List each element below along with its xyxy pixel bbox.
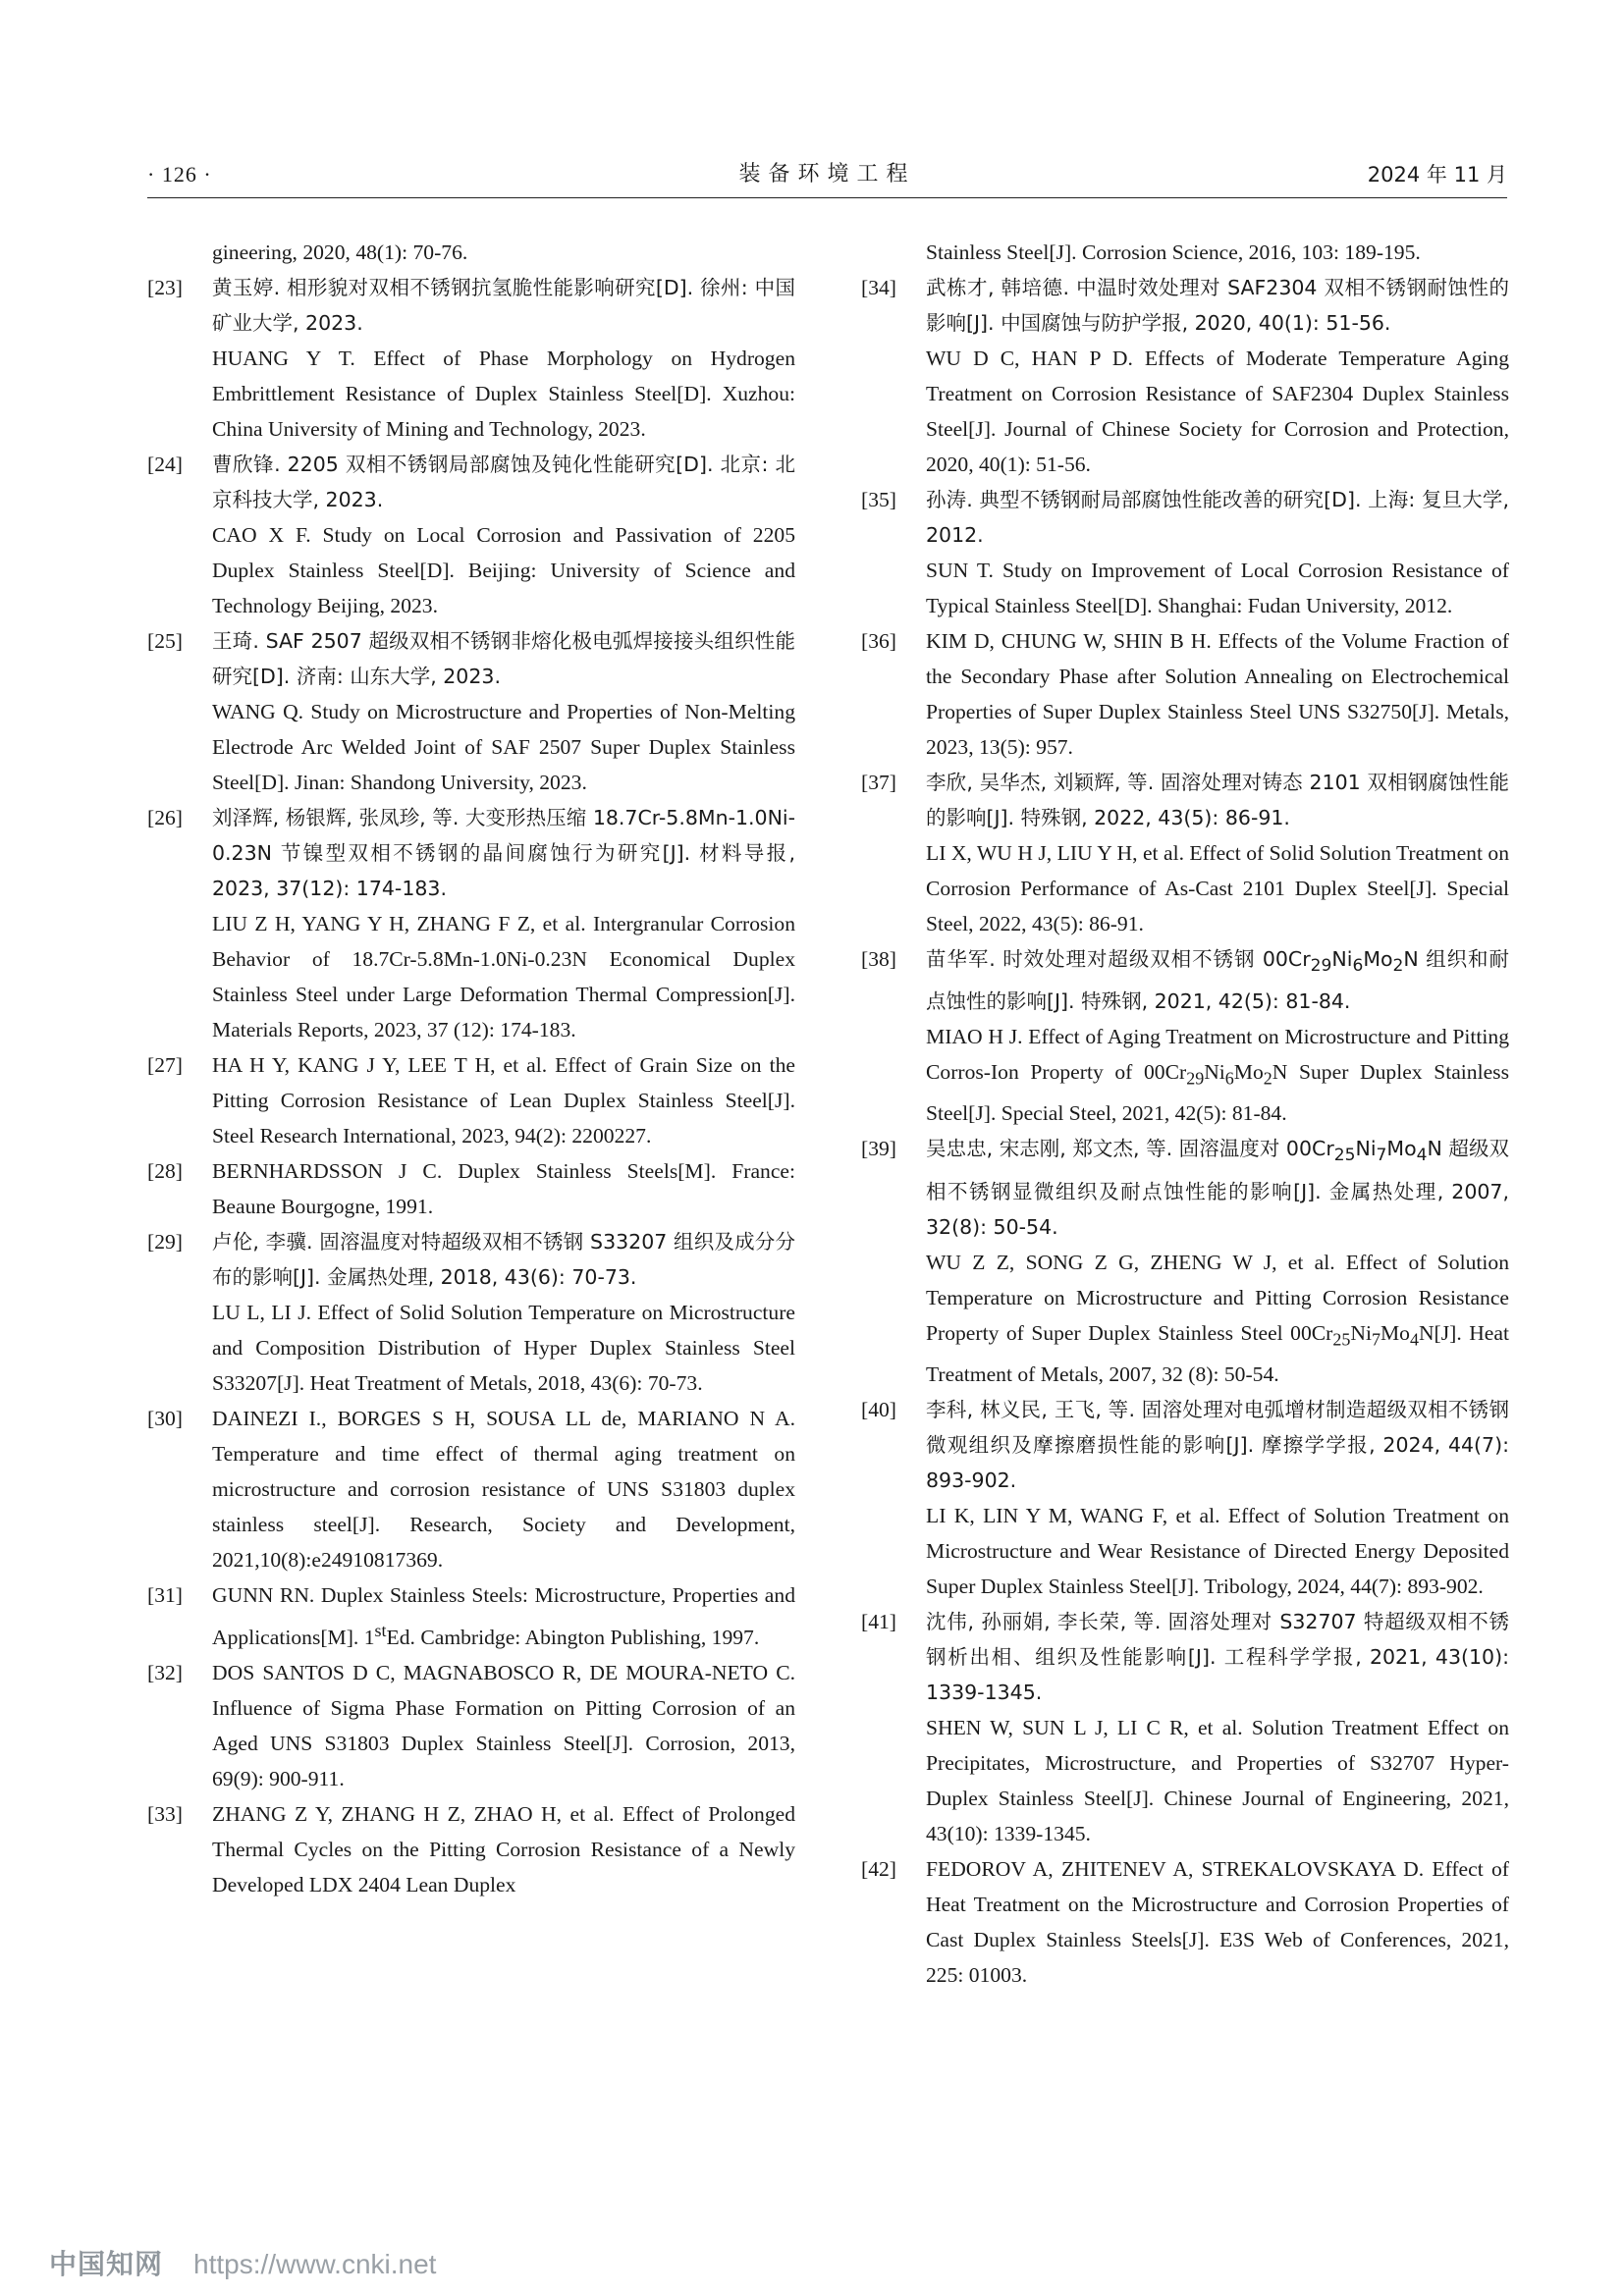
reference-text-en: LIU Z H, YANG Y H, ZHANG F Z, et al. Intergranular Corrosion Behavior of 18.7Cr-5.8Mn-1.0Ni-0.23N Economical Duplex Stainless Steel under Large Deformation Thermal Compression[J]. Materials Reports, 2023, 37 (12): 174-183.	[212, 912, 795, 1041]
reference-37	[861, 765, 1509, 941]
reference-31	[147, 1577, 795, 1655]
reference-text-zh: 苗华军. 时效处理对超级双相不锈钢 $00Cr_{29}Ni_6Mo_2N$ 组织和耐点蚀性的影响[J]. 特殊钢, 2021, 42(5): 81-84.	[926, 947, 1509, 1014]
reference-text-zh: 武栋才, 韩培德. 中温时效处理对 SAF2304 双相不锈钢耐蚀性的影响[J]. 中国腐蚀与防护学报, 2020, 40(1): 51-56.	[926, 276, 1509, 335]
reference-continuation	[147, 235, 795, 270]
reference-text-zh: 孙涛. 典型不锈钢耐局部腐蚀性能改善的研究[D]. 上海: 复旦大学, 2012.	[926, 488, 1509, 547]
reference-34	[861, 270, 1509, 482]
right-column	[861, 235, 1509, 1993]
reference-number: [30]	[147, 1407, 183, 1430]
reference-text-zh: 黄玉婷. 相形貌对双相不锈钢抗氢脆性能影响研究[D]. 徐州: 中国矿业大学, 2023.	[212, 276, 795, 335]
reference-number: [32]	[147, 1661, 183, 1685]
reference-41	[861, 1604, 1509, 1851]
reference-number: [33]	[147, 1802, 183, 1827]
reference-text-en: WANG Q. Study on Microstructure and Properties of Non-Melting Electrode Arc Welded Joint of SAF 2507 Super Duplex Stainless Steel[D]. Jinan: Shandong University, 2023.	[212, 700, 795, 794]
reference-text: Stainless Steel[J]. Corrosion Science, 2016, 103: 189-195.	[926, 240, 1421, 264]
reference-text-en: SHEN W, SUN L J, LI C R, et al. Solution Treatment Effect on Precipitates, Microstructure, and Properties of S32707 Hyper-Duplex Stainless Steel[J]. Chinese Journal of Engineering, 2021, 43(10): 1339-1345.	[926, 1715, 1509, 1845]
reference-text-en: WU Z Z, SONG Z G, ZHENG W J, et al. Effect of Solution Temperature on Microstructure and Pitting Corrosion Resistance Property of Super Duplex Stainless Steel $00Cr_{25}Ni_7Mo_4N[J]$. Heat Treatment of Metals, 2007, 32 (8): 50-54.	[926, 1250, 1509, 1386]
reference-40	[861, 1392, 1509, 1604]
reference-38	[861, 941, 1509, 1131]
reference-29	[147, 1224, 795, 1401]
reference-text-zh: 李欣, 吴华杰, 刘颖辉, 等. 固溶处理对铸态 2101 双相钢腐蚀性能的影响[J]. 特殊钢, 2022, 43(5): 86-91.	[926, 771, 1509, 829]
reference-text-zh: 卢伦, 李骥. 固溶温度对特超级双相不锈钢 S33207 组织及成分分布的影响[J]. 金属热处理, 2018, 43(6): 70-73.	[212, 1230, 795, 1289]
reference-text-zh: 曹欣锋. 2205 双相不锈钢局部腐蚀及钝化性能研究[D]. 北京: 北京科技大学, 2023.	[212, 453, 795, 511]
reference-text-en: ZHANG Z Y, ZHANG H Z, ZHAO H, et al. Effect of Prolonged Thermal Cycles on the Pitting Corrosion Resistance of a Newly Developed LDX 2404 Lean Duplex	[212, 1802, 795, 1897]
reference-26	[147, 800, 795, 1047]
issue-date: 2024 年 11 月	[1367, 163, 1507, 187]
reference-text-en: MIAO H J. Effect of Aging Treatment on Microstructure and Pitting Corros-Ion Property of $00Cr_{29}Ni_6Mo_2N$ Super Duplex Stainless Steel[J]. Special Steel, 2021, 42(5): 81-84.	[926, 1025, 1509, 1126]
left-column	[147, 235, 795, 1902]
reference-text-en: HA H Y, KANG J Y, LEE T H, et al. Effect of Grain Size on the Pitting Corrosion Resistance of Lean Duplex Stainless Steel[J]. Steel Research International, 2023, 94(2): 2200227.	[212, 1053, 795, 1148]
reference-number: [34]	[861, 276, 896, 299]
reference-number: [41]	[861, 1609, 896, 1633]
reference-25	[147, 623, 795, 800]
reference-number: [31]	[147, 1583, 183, 1607]
reference-text-en: SUN T. Study on Improvement of Local Corrosion Resistance of Typical Stainless Steel[D]. Shanghai: Fudan University, 2012.	[926, 559, 1509, 617]
reference-32	[147, 1655, 795, 1796]
reference-number: [36]	[861, 629, 896, 653]
reference-text-zh: 沈伟, 孙丽娟, 李长荣, 等. 固溶处理对 S32707 特超级双相不锈钢析出相、组织及性能影响[J]. 工程科学学报, 2021, 43(10): 1339-1345.	[926, 1609, 1509, 1704]
reference-number: [25]	[147, 629, 183, 653]
cnki-watermark	[49, 2243, 436, 2282]
reference-text-en: LI K, LIN Y M, WANG F, et al. Effect of Solution Treatment on Microstructure and Wear Resistance of Directed Energy Deposited Super Duplex Stainless Steel[J]. Tribology, 2024, 44(7): 893-902.	[926, 1503, 1509, 1598]
reference-24	[147, 447, 795, 623]
cnki-url[interactable]: https://www.cnki.net	[193, 2249, 437, 2279]
reference-text-en: DOS SANTOS D C, MAGNABOSCO R, DE MOURA-NETO C. Influence of Sigma Phase Formation on Pitting Corrosion of an Aged UNS S31803 Duplex Stainless Steel[J]. Corrosion, 2013, 69(9): 900-911.	[212, 1661, 795, 1791]
header-rule	[147, 197, 1507, 198]
cnki-logo: 中国知网	[49, 2248, 164, 2280]
reference-number: [26]	[147, 806, 183, 829]
reference-42	[861, 1851, 1509, 1993]
reference-text-en: HUANG Y T. Effect of Phase Morphology on Hydrogen Embrittlement Resistance of Duplex Stainless Steel[D]. Xuzhou: China University of Mining and Technology, 2023.	[212, 347, 795, 441]
reference-30	[147, 1401, 795, 1577]
reference-39	[861, 1131, 1509, 1391]
reference-text-en: LU L, LI J. Effect of Solid Solution Temperature on Microstructure and Composition Distribution of Hyper Duplex Stainless Steel S33207[J]. Heat Treatment of Metals, 2018, 43(6): 70-73.	[212, 1301, 795, 1395]
reference-27	[147, 1047, 795, 1153]
running-header	[147, 160, 1507, 189]
reference-text-zh: 刘泽辉, 杨银辉, 张凤珍, 等. 大变形热压缩 18.7Cr-5.8Mn-1.0Ni-0.23N 节镍型双相不锈钢的晶间腐蚀行为研究[J]. 材料导报, 2023, 37(12): 174-183.	[212, 806, 795, 900]
reference-number: [35]	[861, 488, 896, 511]
reference-35	[861, 482, 1509, 623]
reference-36	[861, 623, 1509, 765]
page-number: · 126 ·	[147, 162, 212, 187]
reference-number: [39]	[861, 1137, 896, 1161]
reference-number: [37]	[861, 771, 896, 794]
journal-title: 装备环境工程	[738, 162, 916, 187]
reference-text-zh: 王琦. SAF 2507 超级双相不锈钢非熔化极电弧焊接接头组织性能研究[D]. 济南: 山东大学, 2023.	[212, 629, 795, 688]
reference-28	[147, 1153, 795, 1224]
reference-text: gineering, 2020, 48(1): 70-76.	[212, 240, 468, 264]
reference-text-zh: 李科, 林义民, 王飞, 等. 固溶处理对电弧增材制造超级双相不锈钢微观组织及摩擦磨损性能的影响[J]. 摩擦学学报, 2024, 44(7): 893-902.	[926, 1397, 1509, 1492]
reference-continuation	[861, 235, 1509, 270]
reference-text-en: WU D C, HAN P D. Effects of Moderate Temperature Aging Treatment on Corrosion Resistance of SAF2304 Duplex Stainless Steel[J]. Journal of Chinese Society for Corrosion and Protection, 2020, 40(1): 51-56.	[926, 347, 1509, 476]
reference-number: [40]	[861, 1397, 896, 1421]
reference-number: [24]	[147, 453, 183, 476]
reference-text-en: CAO X F. Study on Local Corrosion and Passivation of 2205 Duplex Stainless Steel[D]. Beijing: University of Science and Technology Beijing, 2023.	[212, 523, 795, 617]
reference-number: [42]	[861, 1856, 896, 1881]
reference-text-en: BERNHARDSSON J C. Duplex Stainless Steels[M]. France: Beaune Bourgogne, 1991.	[212, 1159, 795, 1218]
reference-number: [29]	[147, 1230, 183, 1254]
reference-text-zh: 吴忠忠, 宋志刚, 郑文杰, 等. 固溶温度对 $00Cr_{25}Ni_7Mo_4N$ 超级双相不锈钢显微组织及耐点蚀性能的影响[J]. 金属热处理, 2007, 32(8): 50-54.	[926, 1137, 1509, 1239]
reference-23	[147, 270, 795, 447]
reference-text-en: GUNN RN. Duplex Stainless Steels: Microstructure, Properties and Applications[M]. 1stEd. Cambridge: Abington Publishing, 1997.	[212, 1583, 795, 1650]
reference-number: [38]	[861, 947, 896, 971]
reference-33	[147, 1796, 795, 1902]
reference-text-en: FEDOROV A, ZHITENEV A, STREKALOVSKAYA D. Effect of Heat Treatment on the Microstructure and Corrosion Properties of Cast Duplex Stainless Steels[J]. E3S Web of Conferences, 2021, 225: 01003.	[926, 1856, 1509, 1987]
reference-text-en: LI X, WU H J, LIU Y H, et al. Effect of Solid Solution Treatment on Corrosion Performance of As-Cast 2101 Duplex Steel[J]. Special Steel, 2022, 43(5): 86-91.	[926, 841, 1509, 935]
reference-number: [23]	[147, 276, 183, 299]
reference-text-en: KIM D, CHUNG W, SHIN B H. Effects of the Volume Fraction of the Secondary Phase after Solution Annealing on Electrochemical Properties of Super Duplex Stainless Steel UNS S32750[J]. Metals, 2023, 13(5): 957.	[926, 629, 1509, 759]
reference-number: [28]	[147, 1159, 183, 1183]
reference-text-en: DAINEZI I., BORGES S H, SOUSA LL de, MARIANO N A. Temperature and time effect of thermal aging treatment on microstructure and corrosion resistance of UNS S31803 duplex stainless steel[J]. Research, Society and Development, 2021,10(8):e24910817369.	[212, 1407, 795, 1572]
reference-number: [27]	[147, 1053, 183, 1077]
